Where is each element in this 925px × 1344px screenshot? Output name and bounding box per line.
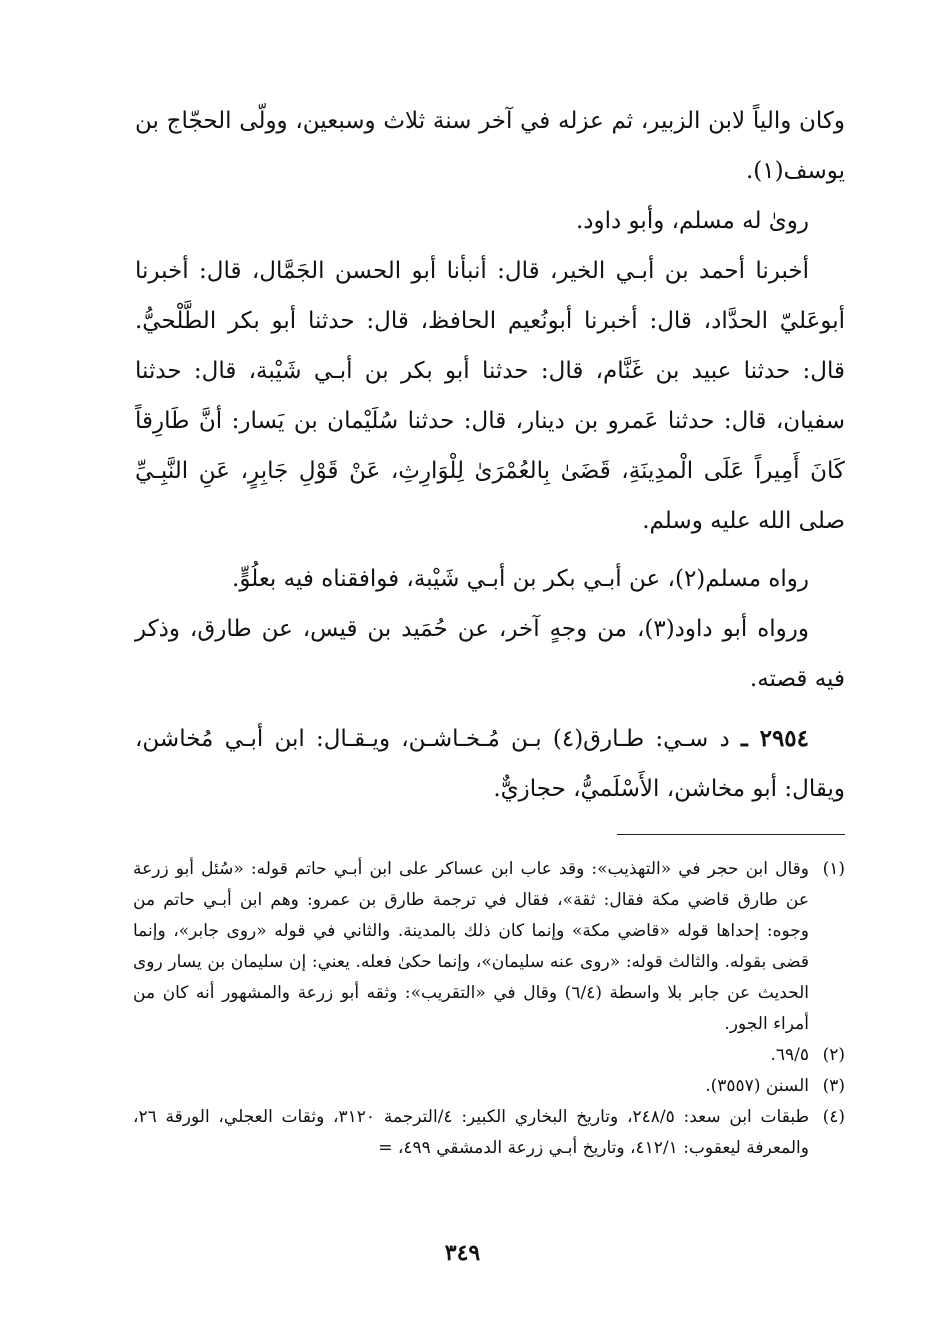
entry-number: ٢٩٥٤ ـ bbox=[740, 725, 810, 752]
entry-heading bbox=[135, 714, 845, 814]
footnote-number: (١) bbox=[822, 859, 845, 879]
footnote-text: وقال ابن حجر في «التهذيب»: وقد عاب ابن عساكر على ابن أبـي حاتم قوله: «سُئل أبو زرعة عن طارق قاضي مكة فقال: ثقة»، فقال في ترجمة طارق بن عمرو: وهم ابن أبـي حاتم من وجوه: إحداها قوله «قاضي مكة» وإنما كان ذلك بالمدينة. والثاني في قوله «روى جابر»، وإنما قضى بقوله. والثالث قوله: «روى عنه سليمان»، وإنما حكىٰ فعله. يعني: إن سليمان بن يسار روى الحديث عن جابر بلا واسطة (٦/٤) وقال في «التقريب»: وثقه أبو زرعة والمشهور أنه كان من أمراء الجور. bbox=[133, 859, 809, 1034]
footnote-text: ٦٩/٥. bbox=[770, 1045, 809, 1065]
footnote-2 bbox=[133, 1040, 845, 1071]
page-number: ٣٤٩ bbox=[444, 1240, 481, 1266]
footnote-number: (٢) bbox=[822, 1045, 845, 1065]
footnote-3 bbox=[133, 1071, 845, 1102]
paragraph-narrators: روىٰ له مسلم، وأبو داود. bbox=[575, 208, 809, 234]
main-text bbox=[135, 96, 845, 814]
paragraph-muslim: رواه مسلم(٢)، عن أبـي بكر بن أبـي شَيْبة، فوافقناه فيه بعلُوٍّ. bbox=[232, 566, 809, 592]
footnote-divider bbox=[617, 834, 845, 835]
footnote-number: (٤) bbox=[822, 1107, 845, 1127]
entry-text: د سـي: طـارق(٤) بـن مُـخـاشـن، ويـقـال: ابن أبـي مُخاشن، ويقال: أبو مخاشن، الأَسْلَميُّ، حجازيٌّ. bbox=[135, 726, 845, 802]
footnotes bbox=[133, 854, 845, 1164]
paragraph-isnad: أخبرنا أحمد بن أبـي الخير، قال: أنبأنا أبو الحسن الجَمَّال، قال: أخبرنا أبوعَليّ الحدَّاد، قال: أخبرنا أبونُعيم الحافظ، قال: حدثنا أبو بكر الطَّلْحيُّ. قال: حدثنا عبيد بن غَنَّام، قال: حدثنا أبو بكر بن أبـي شَيْبة، قال: حدثنا سفيان، قال: حدثنا عَمرو بن دينار، قال: حدثنا سُلَيْمان بن يَسار: أنَّ طَارِقاً كَانَ أَمِيراً عَلَى الْمدِينَةِ، قَضَىٰ بِالعُمْرَىٰ لِلْوَارِثِ، عَنْ قَوْلِ جَابِرٍ، عَنِ النَّبِـيِّ صلى الله عليه وسلم. bbox=[135, 258, 845, 534]
footnote-1 bbox=[133, 854, 845, 1040]
paragraph-abu-dawud: ورواه أبو داود(٣)، من وجهٍ آخر، عن حُمَيد بن قيس، عن طارق، وذكر فيه قصته. bbox=[135, 616, 845, 692]
footnote-text: السنن (٣٥٥٧). bbox=[705, 1076, 809, 1096]
footnote-number: (٣) bbox=[822, 1076, 845, 1096]
footnote-text: طبقات ابن سعد: ٢٤٨/٥، وتاريخ البخاري الكبير: ٤/الترجمة ٣١٢٠، وثقات العجلي، الورقة ٢٦، والمعرفة ليعقوب: ٤١٢/١، وتاريخ أبـي زرعة الدمشقي ٤٩٩، = bbox=[133, 1107, 809, 1158]
paragraph-narration: وكان والياً لابن الزبير، ثم عزله في آخر سنة ثلاث وسبعين، وولّى الحجّاج بن يوسف(١). bbox=[135, 108, 845, 184]
footnote-4 bbox=[133, 1102, 845, 1164]
